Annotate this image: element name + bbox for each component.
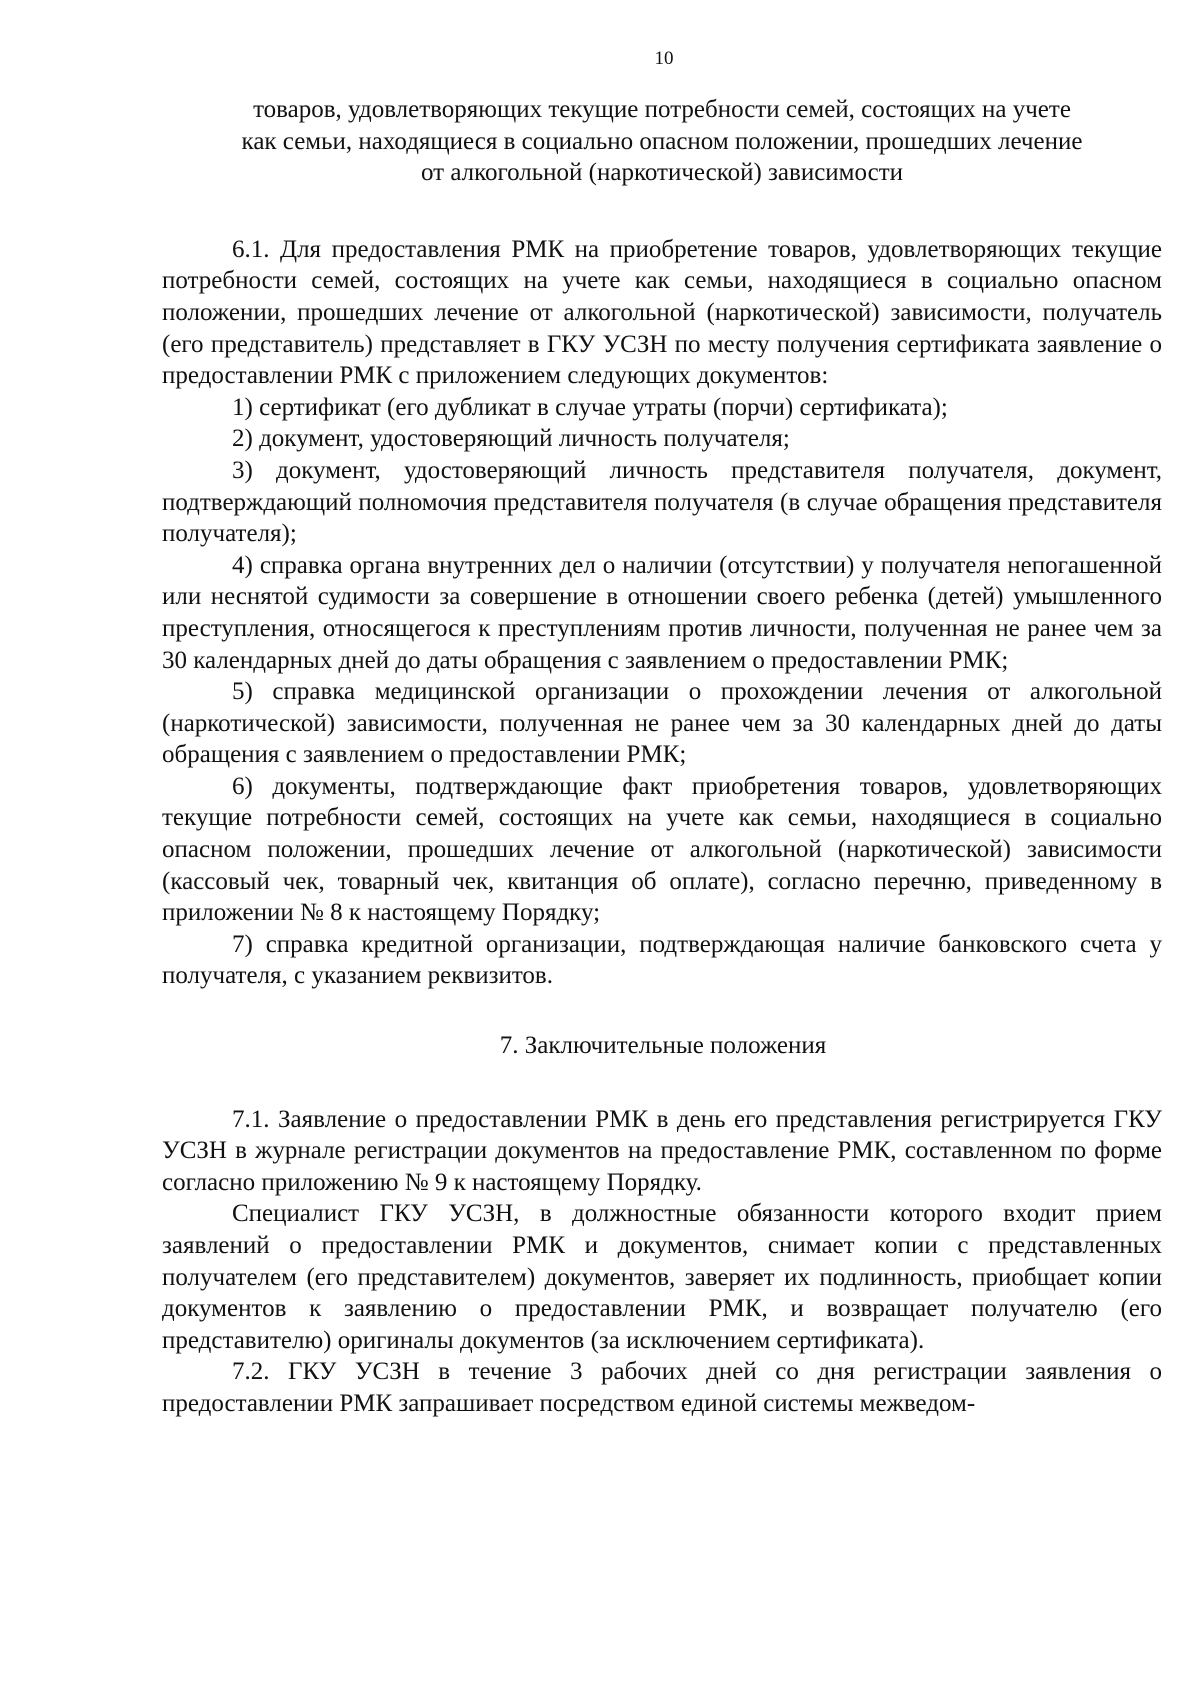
paragraph-7-1: 7.1. Заявление о предоставлении РМК в день его представления регистрируется ГКУ УСЗН в журнале регистрации документов на предоставление РМК, составленном по форме согласно приложению № 9 к настоящему Порядку. — [162, 1105, 1162, 1196]
list-item-3: 3) документ, удостоверяющий личность представителя получателя, документ, подтверждающий полномочия представителя получателя (в случае обращения представителя получателя); — [162, 456, 1162, 548]
list-item-4: 4) справка органа внутренних дел о наличии (отсутствии) у получателя непогашенной или неснятой судимости за совершение в отношении своего ребенка (детей) умышленного преступления, относящегося к преступлениям против личности, полученная не ранее чем за 30 календарных дней до даты обращения с заявлением о предоставлении РМК; — [162, 551, 1162, 674]
list-item-2: 2) документ, удостоверяющий личность получателя; — [232, 425, 790, 453]
list-item-7: 7) справка кредитной организации, подтверждающая наличие банковского счета у получателя, с указанием реквизитов. — [162, 930, 1162, 990]
section-7-title: 7. Заключительные положения — [499, 1032, 827, 1060]
list-item-6: 6) документы, подтверждающие факт приобретения товаров, удовлетворяющих текущие потребности семей, состоящих на учете как семьи, находящиеся в социально опасном положении, прошедших лечение от алкогольной (наркотической) зависимости (кассовый чек, товарный чек, квитанция об оплате), согласно перечню, приведенному в приложении № 8 к настоящему Порядку; — [162, 772, 1162, 927]
list-item-1: 1) сертификат (его дубликат в случае утраты (порчи) сертификата); — [232, 393, 948, 421]
section-6-body — [162, 234, 1162, 992]
page-number: 10 — [654, 48, 674, 69]
heading-line: от алкогольной (наркотической) зависимости — [420, 159, 904, 187]
paragraph-7-2: 7.2. ГКУ УСЗН в течение 3 рабочих дней со дня регистрации заявления о предоставлении РМК запрашивает посредством единой системы межведом- — [162, 1358, 1162, 1417]
heading-line: как семьи, находящиеся в социально опасном положении, прошедших лечение — [241, 127, 1083, 155]
paragraph-specialist: Специалист ГКУ УСЗН, в должностные обязанности которого входит прием заявлений о предоставлении РМК и документов, снимает копии с представленных получателем (его представителем) документов, заверяет их подлинность, приобщает копии документов к заявлению о предоставлении РМК, и возвращает получателю (его представителю) оригиналы документов (за исключением сертификата). — [162, 1200, 1162, 1354]
section-6-heading — [162, 94, 1162, 189]
heading-line: товаров, удовлетворяющих текущие потребности семей, состоящих на учете — [253, 96, 1071, 123]
list-item-5: 5) справка медицинской организации о прохождении лечения от алкогольной (наркотической) зависимости, полученная не ранее чем за 30 календарных дней до даты обращения с заявлением о предоставлении РМК; — [162, 678, 1162, 769]
spacer — [162, 189, 1162, 234]
section-7-body — [162, 1104, 1162, 1420]
paragraph-6-1: 6.1. Для предоставления РМК на приобретение товаров, удовлетворяющих текущие потребности семей, состоящих на учете как семьи, находящиеся в социально опасном положении, прошедших лечение от алкогольной (наркотической) зависимости, получатель (его представитель) представляет в ГКУ УСЗН по месту получения сертификата заявление о предоставлении РМК с приложением следующих документов: — [162, 235, 1162, 390]
